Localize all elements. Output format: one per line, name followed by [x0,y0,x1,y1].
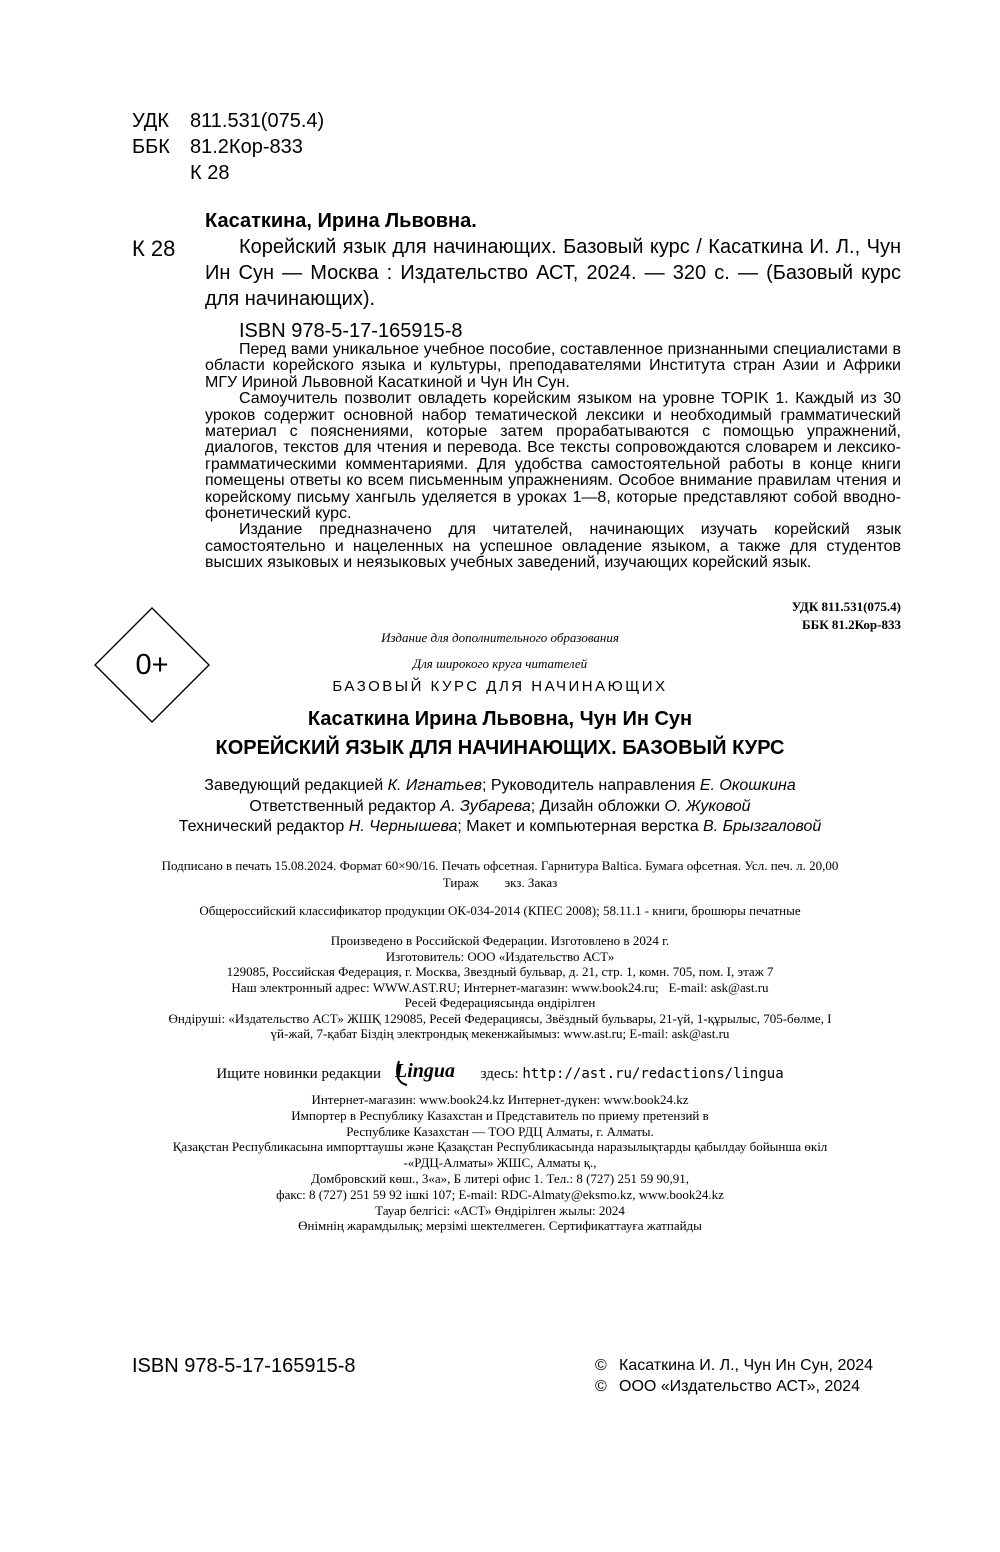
book-authors: Касаткина Ирина Львовна, Чун Ин Сун [307,708,693,730]
produced-line: Изготовитель: ООО «Издательство АСТ» [385,948,615,964]
shop-line: Республике Казахстан — ТОО РДЦ Алматы, г. Алматы. [346,1123,654,1139]
shop-line: Интернет-магазин: www.book24.kz Интернет-дүкен: www.book24.kz [311,1092,689,1107]
copyright-icon: © [595,1378,607,1395]
bib-isbn: ISBN 978-5-17-165915-8 [239,320,463,342]
shop-line: Домбровский көш., 3«а», Б литері офис 1. Тел.: 8 (727) 251 59 90,91, [311,1170,689,1186]
shop-line: -«РДЦ-Алматы» ЖШС, Алматы қ., [403,1155,597,1171]
annotation-paragraph-1: Перед вами уникальное учебное пособие, составленное признанными специалистами в области корейского языка и культуры, преподавателями Института стран Азии и Африки МГУ Ириной Львовной Касаткиной и Чун Ин Сун. [205,341,901,391]
udk-row [132,108,324,134]
shop-line: Тауар белгісі: «АСТ» Өндірілген жылы: 2024 [375,1202,625,1218]
staff-line-2: Ответственный редактор А. Зубарева; Дизайн обложки О. Жуковой [249,797,751,815]
copyright-line-2: © ООО «Издательство АСТ», 2024 [595,1378,861,1395]
author-heading: Касаткина, Ирина Львовна. [205,210,477,232]
series-title: БАЗОВЫЙ КУРС ДЛЯ НАЧИНАЮЩИХ [332,678,668,695]
produced-line: Ресей Федерациясында өндірілген [404,995,596,1010]
udk-code: УДК 811.531(075.4) [791,599,901,614]
footer-isbn: ISBN 978-5-17-165915-8 [132,1355,356,1377]
udk-label: УДК [132,110,170,132]
audience-note: Для широкого круга читателей [412,656,588,671]
lingua-suffix: здесь: [480,1065,519,1082]
bbk-value: 81.2Кор-833 [190,136,303,158]
author-mark: К 28 [190,162,230,184]
staff-line-3: Технический редактор Н. Чернышева; Макет и компьютерная верстка В. Брызгаловой [178,818,822,835]
print-details [0,857,1000,891]
annotation [205,342,901,572]
print-line-2: Тираж экз. Заказ [442,875,558,890]
print-line-1: Подписано в печать 15.08.2024. Формат 60×90/16. Печать офсетная. Гарнитура Baltica. Бумага офсетная. Усл. печ. л. 20,00 [161,858,839,873]
lingua-logo-text: Lingua [394,1060,455,1082]
shop-line: Импортер в Республику Казахстан и Представитель по приему претензий в [291,1107,709,1123]
annotation-paragraph-3: Издание предназначено для читателей, начинающих изучать корейский язык самостоятельно и нацеленных на успешное овладение языком, а также для студентов высших языковых и неязыковых учебных заведений, изучающих корейский язык. [205,521,901,572]
author-mark-margin: К 28 [132,236,176,261]
copyright-line-1: © Касаткина И. Л., Чун Ин Сун, 2024 [595,1357,874,1374]
bbk-code: ББК 81.2Кор-833 [802,617,901,632]
copyright-icon: © [595,1357,607,1374]
lingua-logo [393,1057,463,1092]
produced-line: 129085, Российская Федерация, г. Москва, Звездный бульвар, д. 21, стр. 1, комн. 705, пом. I, этаж 7 [226,964,774,979]
lingua-link-row [0,1057,1000,1092]
produced-line: Наш электронный адрес: WWW.AST.RU; Интернет-магазин: www.book24.ru; E-mail: ask@ast.ru [231,979,769,995]
bib-description: Корейский язык для начинающих. Базовый курс / Касаткина И. Л., Чун Ин Сун — Москва : Издательство АСТ, 2024. — 320 с. — (Базовый курс для начинающих). [205,236,901,310]
copyright-block [595,1355,873,1397]
edition-note: Издание для дополнительного образования [381,630,619,645]
bbk-label: ББК [132,136,170,158]
staff-line-1: Заведующий редакцией К. Игнатьев; Руководитель направления Е. Окошкина [204,777,796,794]
bibliographic-description [205,234,901,344]
produced-line: Өндіруші: «Издательство АСТ» ЖШҚ 129085, Ресей Федерациясы, Звёздный бульвары, 21-үй, 1-құрылыс, 705-бөлме, I [168,1010,832,1026]
produced-line: үй-жай, 7-қабат Біздің электрондық мекенжайымыз: www.ast.ru; E-mail: ask@ast.ru [270,1026,730,1041]
lingua-logo-icon [393,1057,463,1087]
lingua-prefix: Ищите новинки редакции [216,1065,382,1082]
distribution-info [0,1092,1000,1234]
manufacturer-info [0,933,1000,1042]
shop-line: Қазақстан Республикасына импорттаушы және Қазақстан Республикасында наразылықтарды қабылдау бойынша өкіл [172,1139,828,1155]
lingua-url-link[interactable]: http://ast.ru/redactions/lingua [522,1065,784,1082]
shop-line: факс: 8 (727) 251 59 92 ішкі 107; E-mail: RDC-Almaty@eksmo.kz, www.book24.kz [276,1186,724,1202]
bbk-row [132,134,324,160]
book-title: КОРЕЙСКИЙ ЯЗЫК ДЛЯ НАЧИНАЮЩИХ. БАЗОВЫЙ КУРС [215,737,785,759]
classification-codes [792,598,901,634]
shop-line: Өнімнің жарамдылық; мерзімі шектелмеген. Сертификаттауға жатпайды [298,1218,702,1234]
author-mark-row [132,160,324,186]
editorial-staff [0,776,1000,838]
produced-line: Произведено в Российской Федерации. Изготовлено в 2024 г. [330,933,670,948]
classification-block [132,108,324,186]
udk-value: 811.531(075.4) [190,110,325,132]
age-rating-label: 0+ [135,649,169,681]
okp-classifier: Общероссийский классификатор продукции ОК-034-2014 (КПЕС 2008); 58.11.1 - книги, брошюры печатные [199,903,801,918]
annotation-paragraph-2: Самоучитель позволит овладеть корейским языком на уровне TOPIK 1. Каждый из 30 уроков содержит основной набор тематической лексики и необходимый грамматический материал с пояснениями, которые затем прорабатываются с помощью упражнений, диалогов, текстов для чтения и перевода. Все тексты сопровождаются словарем и лексико-грамматическими комментариями. Для удобства самостоятельной работы в конце книги помещены ответы ко всем письменным упражнениям. Особое внимание правилам чтения и корейскому письму хангыль уделяется в уроках 1—8, которые представляют собой вводно-фонетический курс. [205,390,901,523]
